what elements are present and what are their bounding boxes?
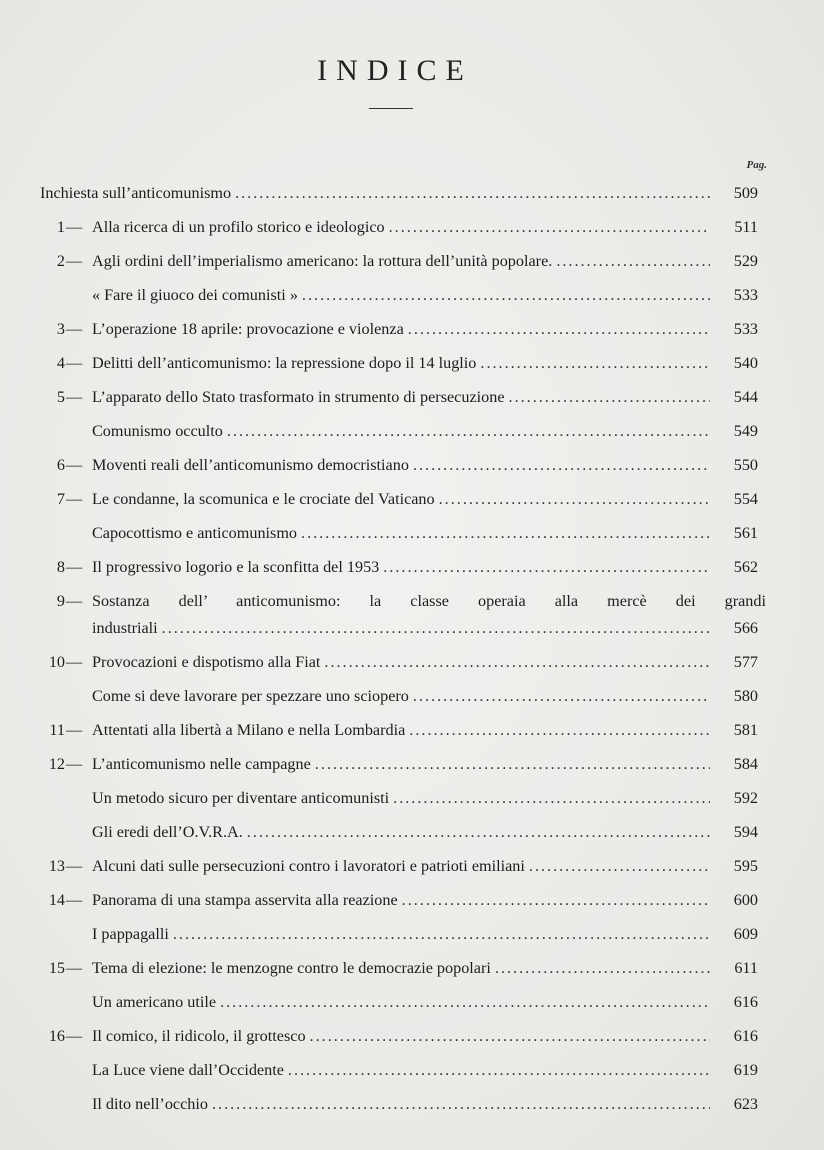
dot-leader	[495, 951, 710, 985]
dot-leader	[315, 747, 710, 781]
entry-title: La Luce viene dall’Occidente	[92, 1061, 284, 1079]
page-number: 540	[733, 354, 758, 372]
chapter-dash: —	[66, 354, 83, 372]
entry-title: Un americano utile	[92, 993, 217, 1011]
chapter-dash: —	[66, 721, 83, 739]
chapter-dash: —	[66, 891, 83, 909]
page-number: 592	[733, 789, 758, 807]
dot-leader	[324, 645, 710, 679]
entry-leader	[92, 550, 710, 584]
page-number: 611	[734, 959, 758, 977]
page-number: 509	[733, 184, 758, 202]
entry-title: Capocottismo e anticomunismo	[92, 524, 298, 542]
page-number: 533	[733, 286, 758, 304]
toc-entry	[0, 917, 824, 951]
entry-leader	[92, 917, 710, 951]
chapter-dash: —	[66, 857, 83, 875]
chapter-number: 11	[49, 721, 65, 739]
chapter-number: 10	[48, 653, 65, 671]
entry-leader	[92, 312, 710, 346]
dot-leader	[220, 985, 710, 1019]
entry-title: « Fare il giuoco dei comunisti »	[92, 286, 298, 304]
chapter-number: 14	[48, 891, 65, 909]
entry-title: L’apparato dello Stato trasformato in strumento di persecuzione	[92, 388, 505, 406]
entry-leader	[92, 278, 710, 312]
dot-leader	[227, 414, 710, 448]
page-number: 619	[733, 1061, 758, 1079]
toc-entry	[0, 244, 824, 278]
entry-leader	[92, 781, 710, 815]
toc-entry	[0, 815, 824, 849]
dot-leader	[173, 917, 710, 951]
entry-title: L’operazione 18 aprile: provocazione e violenza	[92, 320, 404, 338]
entry-leader	[92, 713, 710, 747]
chapter-dash: —	[66, 653, 83, 671]
chapter-number: 13	[48, 857, 65, 875]
toc-entry	[0, 985, 824, 1019]
chapter-dash: —	[66, 1027, 83, 1045]
dot-leader	[509, 380, 710, 414]
entry-title: Panorama di una stampa asservita alla reazione	[92, 891, 398, 909]
dot-leader	[383, 550, 710, 584]
page-number: 581	[733, 721, 758, 739]
dot-leader	[393, 781, 710, 815]
toc-entry	[0, 1053, 824, 1087]
chapter-dash: —	[66, 320, 83, 338]
entry-title: Agli ordini dell’imperialismo americano: la rottura dell’unità popolare.	[92, 252, 553, 270]
dot-leader	[439, 482, 710, 516]
chapter-number: 16	[48, 1027, 65, 1045]
entry-leader	[92, 645, 710, 679]
dot-leader	[389, 210, 710, 244]
entry-leader	[92, 747, 710, 781]
dot-leader	[529, 849, 710, 883]
chapter-number: 2	[56, 252, 65, 270]
page-number: 511	[734, 218, 758, 236]
entry-title: Un metodo sicuro per diventare anticomunisti	[92, 789, 390, 807]
chapter-number: 3	[56, 320, 65, 338]
page-number: 544	[733, 388, 758, 406]
entry-title: Sostanza dell’ anticomunismo: la classe operaia alla mercè dei grandi	[92, 592, 766, 610]
entry-title: Delitti dell’anticomunismo: la repressione dopo il 14 luglio	[92, 354, 477, 372]
page-number: 562	[733, 558, 758, 576]
chapter-number: 8	[56, 558, 65, 576]
chapter-dash: —	[66, 592, 83, 610]
toc-entry	[0, 278, 824, 312]
entry-title: Moventi reali dell’anticomunismo democristiano	[92, 456, 409, 474]
page-number: 616	[733, 1027, 758, 1045]
title-divider	[369, 108, 413, 109]
dot-leader	[413, 679, 710, 713]
page-number: 616	[733, 993, 758, 1011]
dot-leader	[409, 713, 710, 747]
toc-entry	[0, 951, 824, 985]
entry-title-continuation: industriali	[92, 619, 158, 637]
chapter-number: 1	[56, 218, 65, 236]
page-title: INDICE	[317, 54, 473, 87]
entry-title: Attentati alla libertà a Milano e nella Lombardia	[92, 721, 406, 739]
toc-entry	[0, 210, 824, 244]
chapter-dash: —	[66, 490, 83, 508]
chapter-number: 4	[56, 354, 65, 372]
page-number: 600	[733, 891, 758, 909]
chapter-dash: —	[66, 252, 83, 270]
entry-leader	[92, 210, 710, 244]
toc-entry	[0, 448, 824, 482]
chapter-number: 5	[56, 388, 65, 406]
entry-leader	[92, 1087, 710, 1121]
page-number: 609	[733, 925, 758, 943]
entry-title: Il progressivo logorio e la sconfitta del 1953	[92, 558, 380, 576]
toc-entry	[0, 516, 824, 550]
dot-leader	[162, 611, 710, 645]
toc-entry	[0, 781, 824, 815]
toc-entry	[0, 176, 824, 210]
toc-entry	[0, 346, 824, 380]
dot-leader	[302, 278, 710, 312]
entry-leader	[92, 448, 710, 482]
chapter-dash: —	[66, 456, 83, 474]
page-number: 561	[733, 524, 758, 542]
toc-entry	[0, 645, 824, 679]
dot-leader	[288, 1053, 710, 1087]
entry-leader	[92, 849, 710, 883]
page-number: 623	[733, 1095, 758, 1113]
entry-title: Alcuni dati sulle persecuzioni contro i lavoratori e patrioti emiliani	[92, 857, 525, 875]
page-number: 584	[733, 755, 758, 773]
entry-title: Il dito nell’occhio	[92, 1095, 208, 1113]
entry-title: Provocazioni e dispotismo alla Fiat	[92, 653, 321, 671]
entry-leader	[92, 244, 710, 278]
entry-leader	[92, 516, 710, 550]
chapter-dash: —	[66, 959, 83, 977]
toc-entry	[0, 747, 824, 781]
table-of-contents	[0, 176, 824, 1121]
page-number: 554	[733, 490, 758, 508]
chapter-number: 9	[56, 592, 65, 610]
entry-leader	[92, 380, 710, 414]
dot-leader	[402, 883, 710, 917]
toc-entry	[0, 849, 824, 883]
entry-title: I pappagalli	[92, 925, 169, 943]
toc-entry	[0, 312, 824, 346]
page-number: 533	[733, 320, 758, 338]
entry-leader	[92, 482, 710, 516]
entry-title: Alla ricerca di un profilo storico e ideologico	[92, 218, 385, 236]
entry-title: L’anticomunismo nelle campagne	[92, 755, 311, 773]
toc-entry	[0, 713, 824, 747]
chapter-number: 6	[56, 456, 65, 474]
dot-leader	[480, 346, 710, 380]
page-number: 566	[733, 619, 758, 637]
toc-entry	[0, 380, 824, 414]
entry-leader	[92, 985, 710, 1019]
entry-leader	[92, 346, 710, 380]
page-number: 550	[733, 456, 758, 474]
entry-leader	[92, 1053, 710, 1087]
entry-leader	[92, 414, 710, 448]
entry-title: Come si deve lavorare per spezzare uno sciopero	[92, 687, 409, 705]
entry-leader	[92, 611, 710, 645]
dot-leader	[556, 244, 710, 278]
entry-leader	[92, 679, 710, 713]
dot-leader	[247, 815, 710, 849]
toc-entry	[0, 584, 824, 645]
page-column-label: Pag.	[746, 159, 767, 171]
entry-leader	[92, 883, 710, 917]
page-number: 594	[733, 823, 758, 841]
dot-leader	[301, 516, 710, 550]
entry-title: Tema di elezione: le menzogne contro le democrazie popolari	[92, 959, 491, 977]
dot-leader	[413, 448, 710, 482]
entry-title: Comunismo occulto	[92, 422, 223, 440]
page-number: 577	[733, 653, 758, 671]
entry-title: Il comico, il ridicolo, il grottesco	[92, 1027, 306, 1045]
page-number: 549	[733, 422, 758, 440]
chapter-dash: —	[66, 558, 83, 576]
entry-title: Le condanne, la scomunica e le crociate del Vaticano	[92, 490, 435, 508]
toc-entry	[0, 1019, 824, 1053]
toc-entry	[0, 550, 824, 584]
entry-leader	[92, 951, 710, 985]
entry-leader	[40, 176, 710, 210]
chapter-dash: —	[66, 388, 83, 406]
chapter-dash: —	[66, 755, 83, 773]
entry-title: Gli eredi dell’O.V.R.A.	[92, 823, 243, 841]
chapter-dash: —	[66, 218, 83, 236]
entry-title: Inchiesta sull’anticomunismo	[40, 184, 232, 202]
dot-leader	[310, 1019, 710, 1053]
chapter-number: 15	[48, 959, 65, 977]
dot-leader	[212, 1087, 710, 1121]
entry-leader	[92, 1019, 710, 1053]
page-number: 595	[733, 857, 758, 875]
toc-entry	[0, 1087, 824, 1121]
dot-leader	[408, 312, 710, 346]
chapter-number: 12	[48, 755, 65, 773]
chapter-number: 7	[56, 490, 65, 508]
dot-leader	[235, 176, 710, 210]
toc-entry	[0, 414, 824, 448]
toc-entry	[0, 679, 824, 713]
toc-entry	[0, 482, 824, 516]
toc-entry	[0, 883, 824, 917]
entry-leader	[92, 815, 710, 849]
page-number: 580	[733, 687, 758, 705]
page-number: 529	[733, 252, 758, 270]
